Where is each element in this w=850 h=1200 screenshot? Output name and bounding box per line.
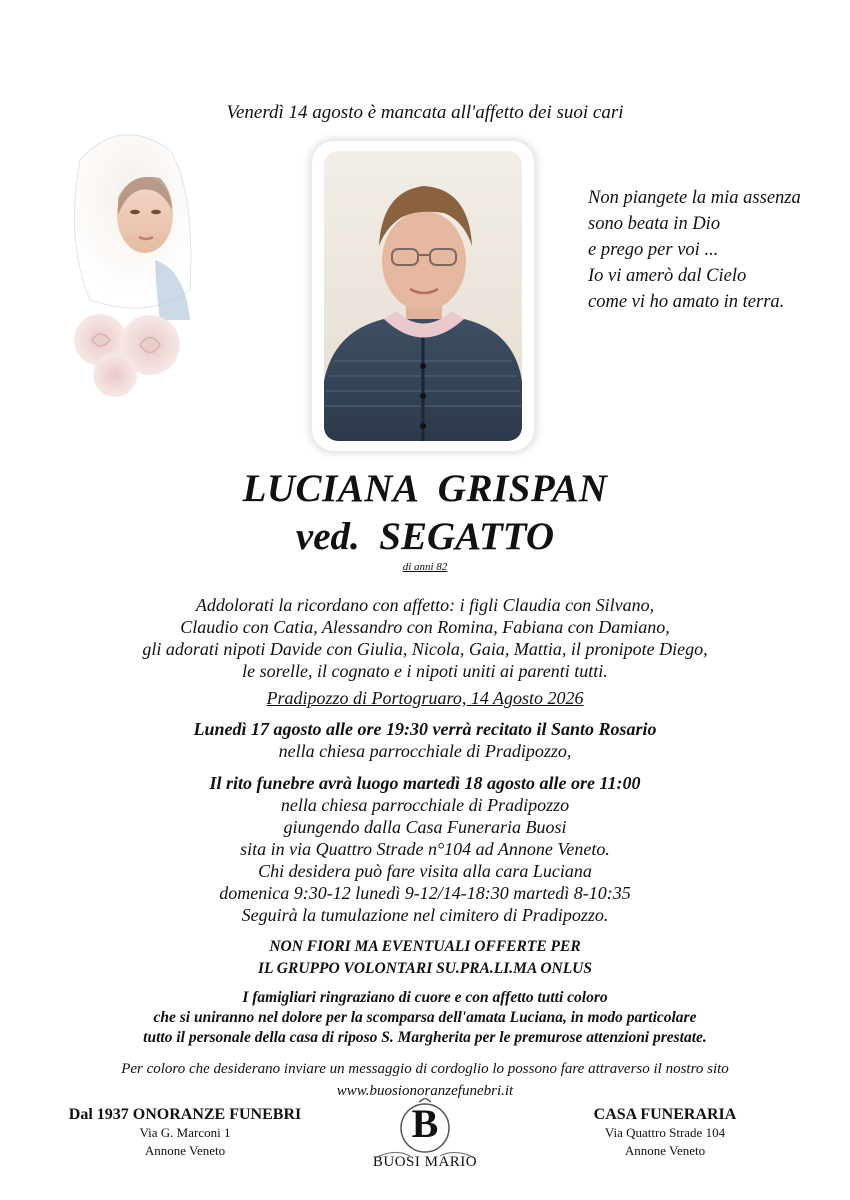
buosi-logo <box>365 1098 485 1178</box>
funeral-time: Il rito funebre avrà luogo martedì 18 agosto alle ore 11:00 <box>209 773 641 793</box>
funeral-house-address: Via Quattro Strade 104 <box>604 1125 726 1140</box>
family-mourners <box>0 594 850 682</box>
family-line: Addolorati la ricordano con affetto: i figli Claudia con Silvano, <box>195 595 655 615</box>
funeral-home-address: Via G. Marconi 1 <box>139 1125 231 1140</box>
portrait-photo <box>324 151 522 441</box>
funeral-line: nella chiesa parrocchiale di Pradipozzo <box>280 795 570 815</box>
deceased-age: di anni 82 <box>402 561 448 573</box>
thanks-notice <box>0 988 850 1048</box>
place-date: Pradipozzo di Portogruaro, 14 Agosto 2026 <box>266 688 584 708</box>
funeral-home-title: Dal 1937 ONORANZE FUNEBRI <box>68 1106 302 1123</box>
family-line: le sorelle, il cognato e i nipoti uniti ai parenti tutti. <box>242 661 608 681</box>
header-announcement: Venerdì 14 agosto è mancata all'affetto dei suoi cari <box>226 102 624 123</box>
logo-letter: B <box>411 1101 439 1146</box>
condolence-info <box>0 1058 850 1102</box>
footer-funeral-house <box>555 1106 775 1160</box>
thanks-line: tutto il personale della casa di riposo S. Margherita per le premurose attenzioni prestate. <box>143 1029 707 1046</box>
poem-line: Io vi amerò dal Cielo <box>588 266 747 286</box>
funeral-line: Chi desidera può fare visita alla cara Luciana <box>258 861 592 881</box>
deceased-married-name: ved. SEGATTO <box>295 515 555 558</box>
poem-line: sono beata in Dio <box>588 214 721 234</box>
no-flowers-line: IL GRUPPO VOLONTARI SU.PRA.LI.MA ONLUS <box>257 960 592 977</box>
no-flowers-line: NON FIORI MA EVENTUALI OFFERTE PER <box>269 938 581 955</box>
footer-funeral-home <box>60 1106 310 1160</box>
family-line: gli adorati nipoti Davide con Giulia, Nicola, Gaia, Mattia, il pronipote Diego, <box>142 639 708 659</box>
thanks-line: I famigliari ringraziano di cuore e con affetto tutti coloro <box>242 989 608 1006</box>
madonna-image <box>60 120 210 400</box>
funeral-line: Seguirà la tumulazione nel cimitero di Pradipozzo. <box>241 905 609 925</box>
portrait-frame <box>312 141 534 451</box>
poem-line: e prego per voi ... <box>588 240 719 260</box>
logo-text: BUOSI MARIO <box>372 1154 478 1170</box>
family-line: Claudio con Catia, Alessandro con Romina, Fabiana con Damiano, <box>180 617 670 637</box>
funeral-home-city: Annone Veneto <box>144 1143 226 1158</box>
poem-line: Non piangete la mia assenza <box>588 188 801 208</box>
no-flowers-notice <box>0 936 850 980</box>
funeral-house-title: CASA FUNERARIA <box>593 1106 737 1123</box>
funeral-line: domenica 9:30-12 lunedì 9-12/14-18:30 martedì 8-10:35 <box>219 883 631 903</box>
funeral-house-city: Annone Veneto <box>624 1143 706 1158</box>
condolence-text: Per coloro che desiderano inviare un messaggio di cordoglio lo possono fare attraverso il nostro sito <box>121 1061 729 1077</box>
poem-line: come vi ho amato in terra. <box>588 292 785 312</box>
funeral-line: sita in via Quattro Strade n°104 ad Annone Veneto. <box>240 839 610 859</box>
rosary-time: Lunedì 17 agosto alle ore 19:30 verrà recitato il Santo Rosario <box>193 719 657 739</box>
funeral-line: giungendo dalla Casa Funeraria Buosi <box>283 817 567 837</box>
memorial-poem <box>588 185 828 315</box>
deceased-name: LUCIANA GRISPAN <box>242 467 608 510</box>
thanks-line: che si uniranno nel dolore per la scomparsa dell'amata Luciana, in modo particolare <box>153 1009 697 1026</box>
funeral-notice <box>0 772 850 926</box>
rosary-notice <box>0 718 850 762</box>
website-link[interactable]: www.buosionoranzefunebri.it <box>336 1083 514 1099</box>
rosary-location: nella chiesa parrocchiale di Pradipozzo, <box>278 741 572 761</box>
